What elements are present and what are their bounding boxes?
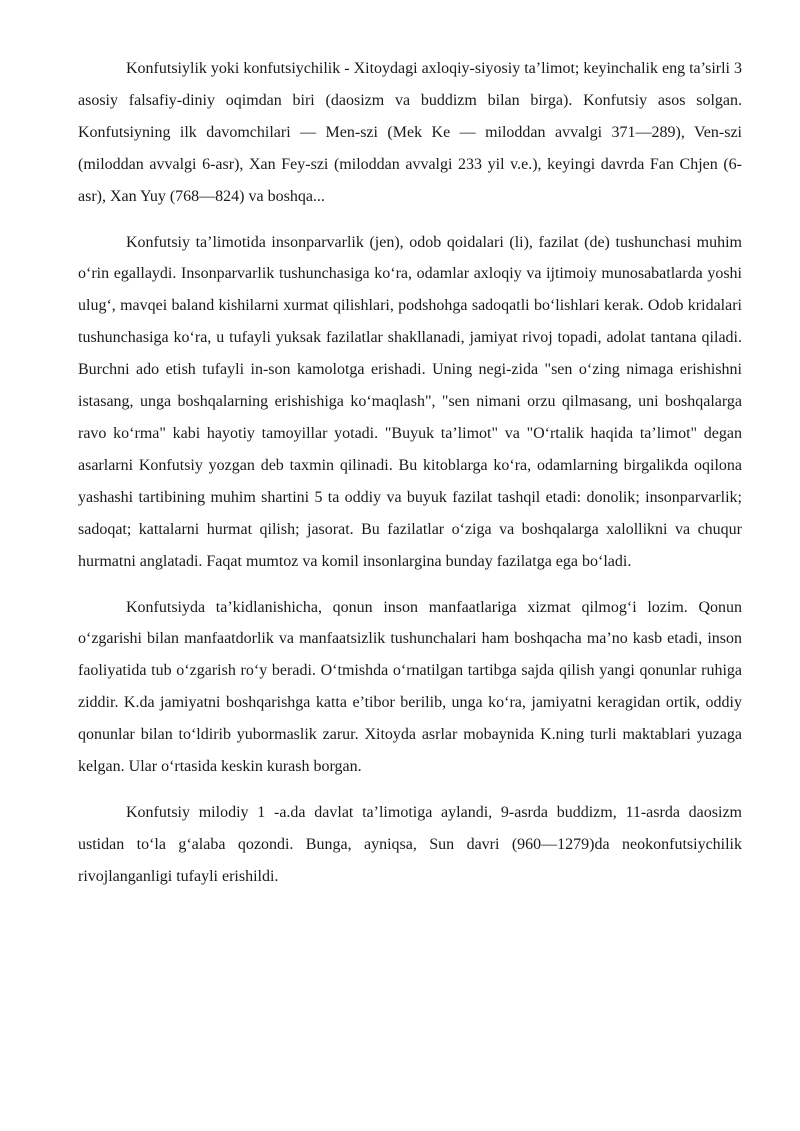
- document-body: [78, 53, 742, 907]
- paragraph-law: Konfutsiyda ta’kidlanishicha, qonun inson manfaatlariga xizmat qilmog‘i lozim. Qonun o‘zgarishi bilan manfaatdorlik va manfaatsizlik tushunchalari ham boshqacha ma’no kasb etadi, inson faoliyatida tub o‘zgarish ro‘y beradi. O‘tmishda o‘rnatilgan tartibga sajda qilish yangi qonunlar ruhiga ziddir. K.da jamiyatni boshqarishga katta e’tibor berilib, unga ko‘ra, jamiyatni keragidan ortik, oddiy qonunlar bilan to‘ldirib yubormaslik zarur. Xitoyda asrlar mobaynida K.ning turli maktablari yuzaga kelgan. Ular o‘rtasida keskin kurash borgan.: [78, 598, 742, 776]
- paragraph-teachings: Konfutsiy ta’limotida insonparvarlik (jen), odob qoidalari (li), fazilat (de) tushunchasi muhim o‘rin egallaydi. Insonparvarlik tushunchasiga ko‘ra, odamlar axloqiy va ijtimoiy munosabatlarda yoshi ulug‘, mavqei baland kishilarni xurmat qilishlari, podshohga sadoqatli bo‘lishlari kerak. Odob kridalari tushunchasiga ko‘ra, u tufayli yuksak fazilatlar shakllanadi, jamiyat rivoj topadi, adolat tantana qiladi. Burchni ado etish tufayli in-son kamolotga erishadi. Uning negi-zida "sen o‘zing nimaga erishishni istasang, unga boshqalarning erishishiga ko‘maqlash", "sen nimani orzu qilmasang, uni boshqalarga ravo ko‘rma" kabi hayotiy tamoyillar yotadi. "Buyuk ta’limot" va "O‘rtalik haqida ta’limot" degan asarlarni Konfutsiy yozgan deb taxmin qilinadi. Bu kitoblarga ko‘ra, odamlarning birgalikda oqilona yashashi tartibining muhim shartini 5 ta oddiy va buyuk fazilat tashqil etadi: donolik; insonparvarlik; sadoqat; kattalarni hurmat qilish; jasorat. Bu fazilatlar o‘ziga va boshqalarga xalollikni va chuqur hurmatni anglatadi. Faqat mumtoz va komil insonlargina bunday fazilatga ega bo‘ladi.: [78, 233, 742, 570]
- paragraph-intro: Konfutsiylik yoki konfutsiychilik - Xitoydagi axloqiy-siyosiy ta’limot; keyinchalik eng ta’sirli 3 asosiy falsafiy-diniy oqimdan biri (daosizm va buddizm bilan birga). Konfutsiy asos solgan. Konfutsiyning ilk davomchilari — Men-szi (Mek Ke — miloddan avvalgi 371—289), Ven-szi (miloddan avvalgi 6-asr), Xan Fey-szi (miloddan avvalgi 233 yil v.e.), keyingi davrda Fan Chjen (6-asr), Xan Yuy (768—824) va boshqa...: [78, 60, 742, 205]
- paragraph-history: Konfutsiy milodiy 1 -a.da davlat ta’limotiga aylandi, 9-asrda buddizm, 11-asrda daosizm ustidan to‘la g‘alaba qozondi. Bunga, ayniqsa, Sun davri (960—1279)da neokonfutsiychilik rivojlanganligi tufayli erishildi.: [78, 803, 742, 885]
